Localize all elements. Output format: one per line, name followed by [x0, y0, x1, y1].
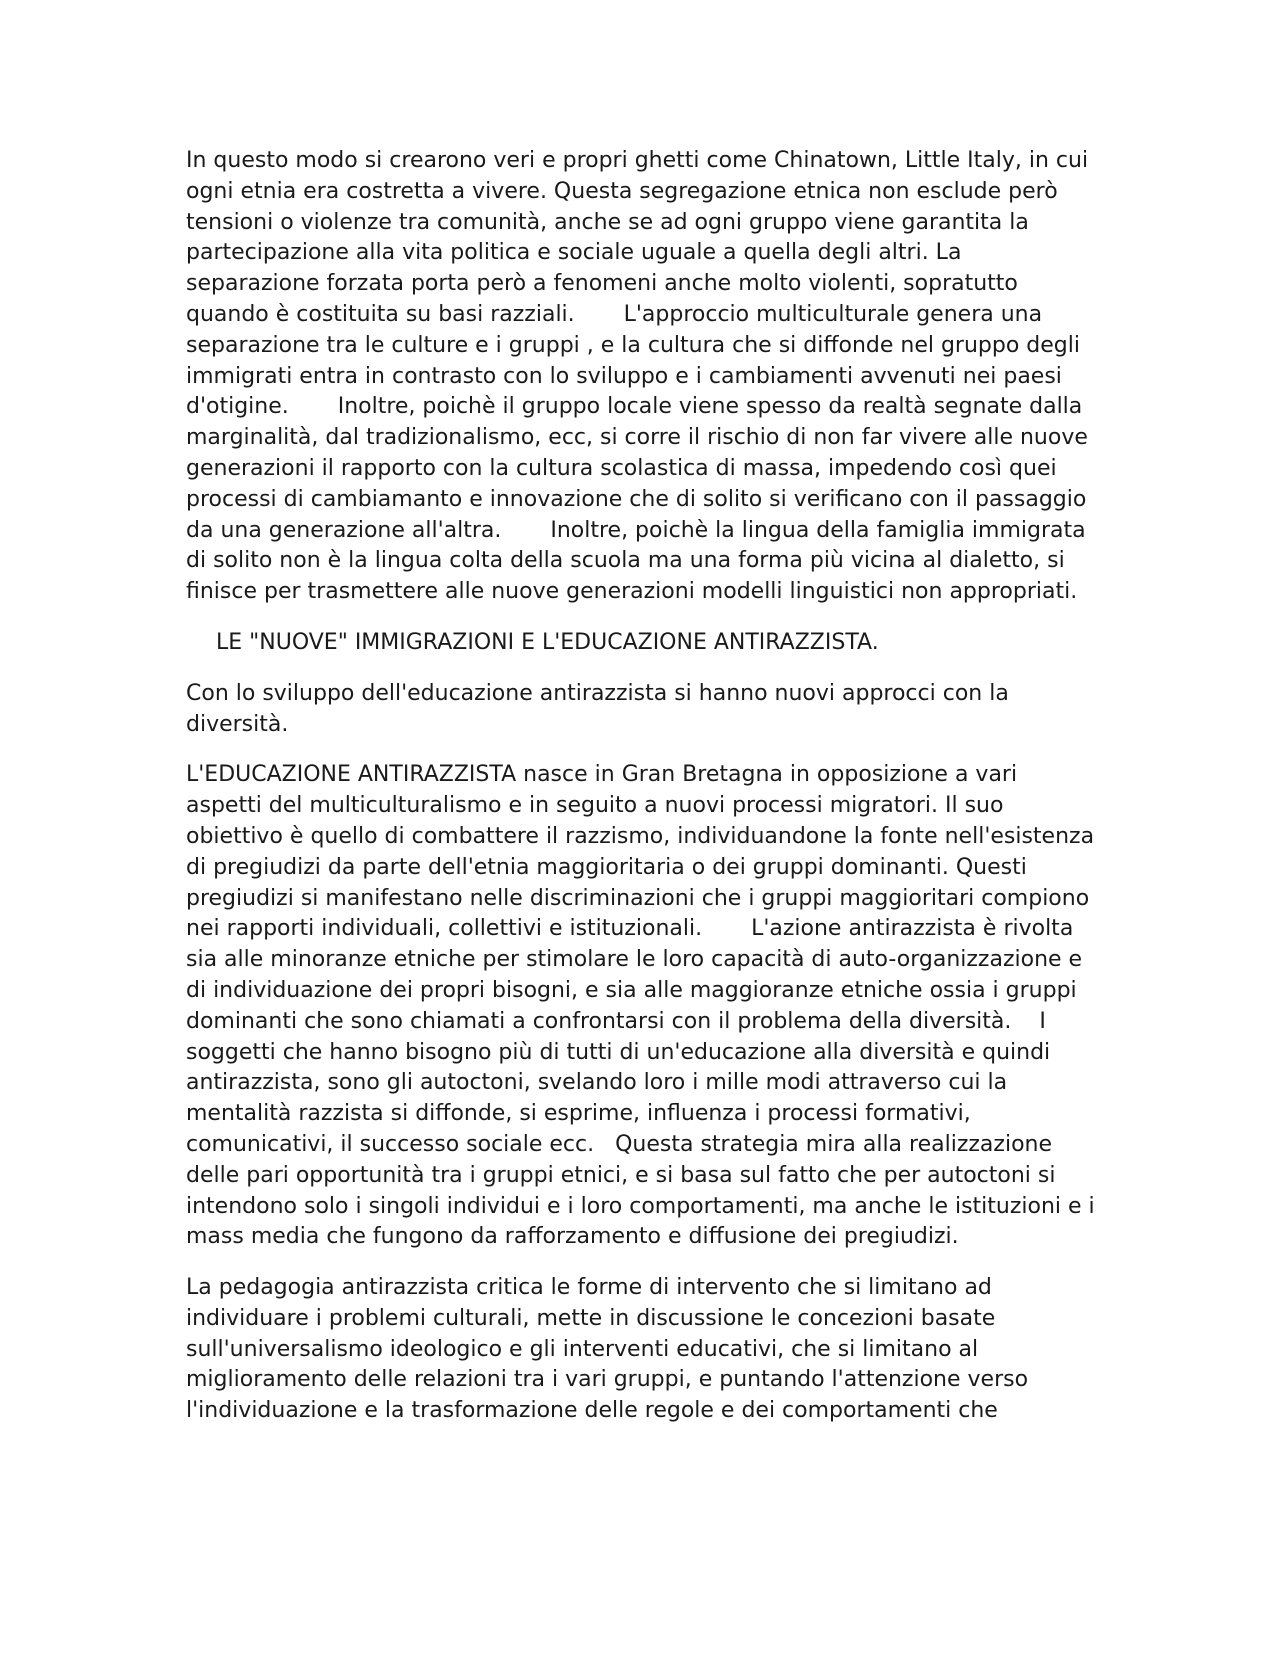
- paragraph-intro-antirazzista: Con lo sviluppo dell'educazione antirazzista si hanno nuovi approcci con la diversità.: [186, 680, 1016, 737]
- paragraph-educazione-antirazzista: L'EDUCAZIONE ANTIRAZZISTA nasce in Gran Bretagna in opposizione a vari aspetti del multiculturalismo e in seguito a nuovi processi migratori. Il suo obiettivo è quello di combattere il razzismo, individuandone la fonte nell'esistenza di pregiudizi da parte dell'etnia maggioritaria o dei gruppi dominanti. Questi pregiudizi si manifestano nelle discriminazioni che i gruppi maggioritari compiono nei rapporti individuali, collettivi e istituzionali. L'azione antirazzista è rivolta sia alle minoranze etniche per stimolare le loro capacità di auto-organizzazione e di individuazione dei propri bisogni, e sia alle maggioranze etniche ossia i gruppi dominanti che sono chiamati a confrontarsi con il problema della diversità. I soggetti che hanno bisogno più di tutti di un'educazione alla diversità e quindi antirazzista, sono gli autoctoni, svelando loro i mille modi attraverso cui la mentalità razzista si diffonde, si esprime, influenza i processi formativi, comunicativi, il successo sociale ecc. Questa strategia mira alla realizzazione delle pari opportunità tra i gruppi etnici, e si basa sul fatto che per autoctoni si intendono solo i singoli individui e i loro comportamenti, ma anche le istituzioni e i mass media che fungono da rafforzamento e diffusione dei pregiudizi.: [186, 762, 1102, 1250]
- paragraph-pedagogia-antirazzista: La pedagogia antirazzista critica le forme di intervento che si limitano ad individuare i problemi culturali, mette in discussione le concezioni basate sull'universalismo ideologico e gli interventi educativi, che si limitano al miglioramento delle relazioni tra i vari gruppi, e puntando l'attenzione verso l'individuazione e la trasformazione delle regole e dei comportamenti che: [186, 1275, 1036, 1424]
- section-heading: LE "NUOVE" IMMIGRAZIONI E L'EDUCAZIONE ANTIRAZZISTA.: [216, 629, 879, 655]
- document-body: [186, 146, 1102, 1447]
- paragraph-ghetti: In questo modo si crearono veri e propri ghetti come Chinatown, Little Italy, in cui ogni etnia era costretta a vivere. Questa segregazione etnica non esclude però tensioni o violenze tra comunità, anche se ad ogni gruppo viene garantita la partecipazione alla vita politica e sociale uguale a quella degli altri. La separazione forzata porta però a fenomeni anche molto violenti, sopratutto quando è costituita su basi razziali. L'approccio multiculturale genera una separazione tra le culture e i gruppi , e la cultura che si diffonde nel gruppo degli immigrati entra in contrasto con lo sviluppo e i cambiamenti avvenuti nei paesi d'otigine. Inoltre, poichè il gruppo locale viene spesso da realtà segnate dalla marginalità, dal tradizionalismo, ecc, si corre il rischio di non far vivere alle nuove generazioni il rapporto con la cultura scolastica di massa, impedendo così quei processi di cambiamanto e innovazione che di solito si verificano con il passaggio da una generazione all'altra. Inoltre, poichè la lingua della famiglia immigrata di solito non è la lingua colta della scuola ma una forma più vicina al dialetto, si finisce per trasmettere alle nuove generazioni modelli linguistici non appropriati.: [186, 148, 1096, 605]
